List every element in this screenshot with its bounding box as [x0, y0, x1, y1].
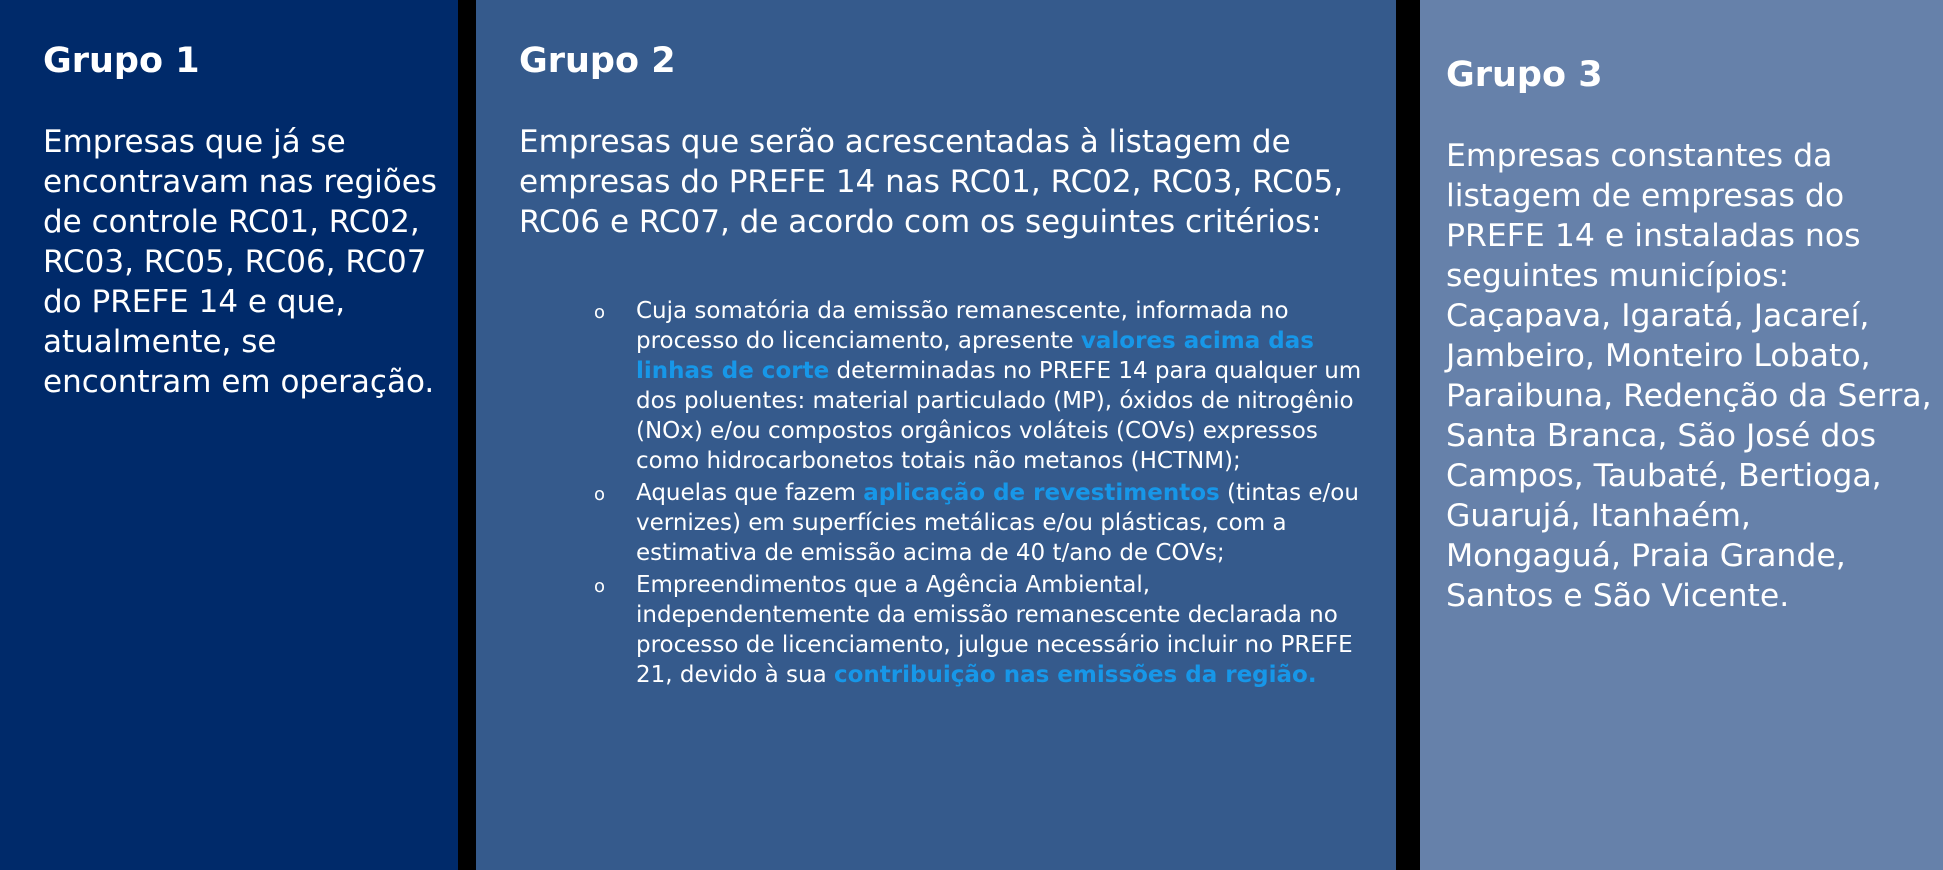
criteria-text: Cuja somatória da emissão remanescente, informada no processo do licenciamento, apresente — [636, 298, 1289, 354]
group-3-title: Grupo 3 — [1446, 55, 1603, 95]
criteria-highlight: contribuição nas emissões da região. — [834, 662, 1317, 688]
group-2-intro: Empresas que serão acrescentadas à listagem de empresas do PREFE 14 nas RC01, RC02, RC03, RC05, RC06 e RC07, de acordo com os seguintes critérios: — [519, 124, 1344, 240]
criteria-item — [594, 570, 1376, 690]
group-1-title: Grupo 1 — [43, 41, 200, 81]
group-3-text: Empresas constantes da listagem de empresas do PREFE 14 e instaladas nos seguintes municípios: Caçapava, Igaratá, Jacareí, Jambeiro, Monteiro Lobato, Paraibuna, Redenção da Serra, Santa Branca, São José dos Campos, Taubaté, Bertioga, Guarujá, Itanhaém, Mongaguá, Praia Grande, Santos e São Vicente. — [1446, 138, 1932, 614]
criteria-text: (tintas e/ou vernizes) em superfícies metálicas e/ou plásticas, com a estimativa de emissão acima de 40 t/ano de COVs; — [636, 480, 1359, 566]
criteria-text: Empreendimentos que a Agência Ambiental, independentemente da emissão remanescente declarada no processo de licenciamento, julgue necessário incluir no PREFE 21, devido à sua — [636, 572, 1353, 688]
hollow-circle-bullet-icon: o — [594, 576, 606, 597]
criteria-text: Aquelas que fazem — [636, 480, 864, 506]
group-1-text: Empresas que já se encontravam nas regiões de controle RC01, RC02, RC03, RC05, RC06, RC07 do PREFE 14 e que, atualmente, se encontram em operação. — [43, 124, 437, 400]
hollow-circle-bullet-icon: o — [594, 484, 606, 505]
criteria-highlight: aplicação de revestimentos — [863, 480, 1220, 506]
group-3-panel — [1420, 0, 1943, 870]
criteria-highlight: valores acima das linhas de corte — [636, 328, 1314, 384]
criteria-item — [594, 296, 1376, 476]
group-2-title: Grupo 2 — [519, 41, 676, 81]
criteria-list — [519, 296, 1376, 690]
group-1-panel — [0, 0, 458, 870]
group-2-panel — [476, 0, 1396, 870]
criteria-text: determinadas no PREFE 14 para qualquer um dos poluentes: material particulado (MP), óxidos de nitrogênio (NOx) e/ou compostos orgânicos voláteis (COVs) expressos como hidrocarbonetos totais não metanos (HCTNM); — [636, 358, 1362, 474]
criteria-item — [594, 478, 1376, 568]
hollow-circle-bullet-icon: o — [594, 302, 606, 323]
